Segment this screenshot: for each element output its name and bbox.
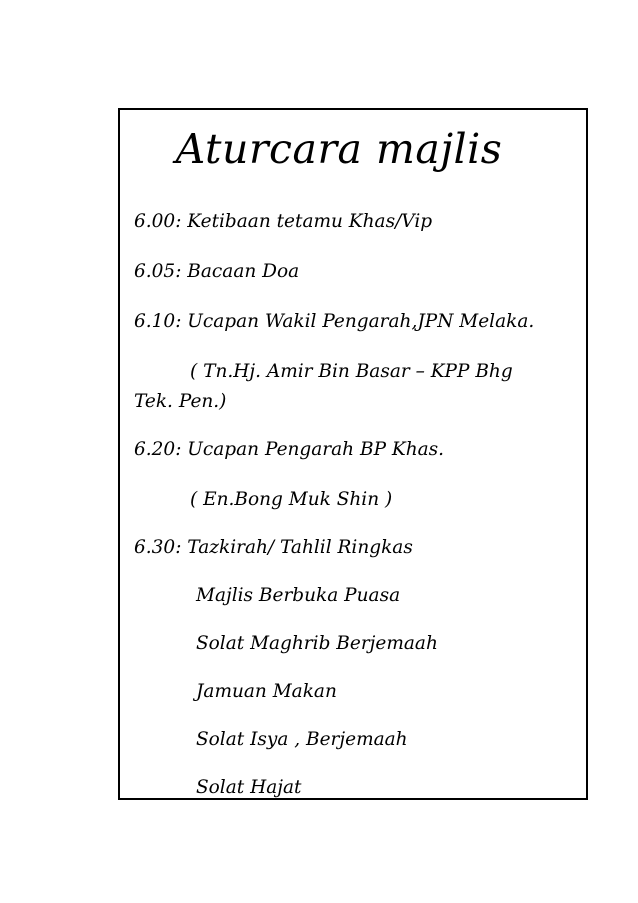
program-item-speaker-2: ( En.Bong Muk Shin ) xyxy=(190,489,393,510)
program-item-ketibaan: 6.00: Ketibaan tetamu Khas/Vip xyxy=(134,211,433,232)
program-item-speaker-1: ( Tn.Hj. Amir Bin Basar – KPP Bhg xyxy=(190,361,513,382)
program-item-maghrib: Solat Maghrib Berjemaah xyxy=(196,633,438,654)
page-title: Aturcara majlis xyxy=(175,125,503,173)
program-item-speaker-1-cont: Tek. Pen.) xyxy=(134,391,227,412)
program-item-ucapan-wakil: 6.10: Ucapan Wakil Pengarah,JPN Melaka. xyxy=(134,311,535,332)
program-item-tazkirah: 6.30: Tazkirah/ Tahlil Ringkas xyxy=(134,537,413,558)
program-item-berbuka: Majlis Berbuka Puasa xyxy=(196,585,401,606)
program-item-jamuan: Jamuan Makan xyxy=(196,681,337,702)
program-item-doa: 6.05: Bacaan Doa xyxy=(134,261,300,282)
program-item-hajat: Solat Hajat xyxy=(196,777,302,798)
program-item-isya: Solat Isya , Berjemaah xyxy=(196,729,408,750)
program-item-ucapan-pengarah: 6.20: Ucapan Pengarah BP Khas. xyxy=(134,439,445,460)
